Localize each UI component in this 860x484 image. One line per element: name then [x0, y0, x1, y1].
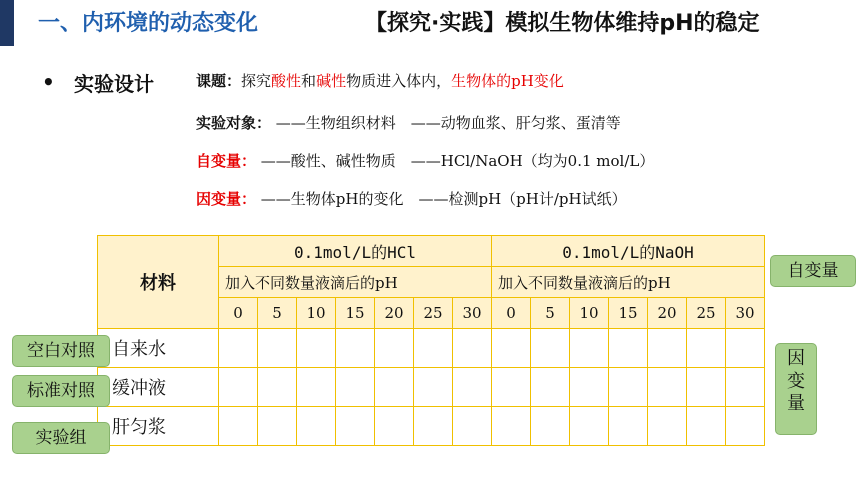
table-cell	[726, 368, 765, 407]
table-cell	[648, 368, 687, 407]
table-cell	[570, 407, 609, 446]
table-cell	[609, 368, 648, 407]
table-cell	[609, 407, 648, 446]
table-cell	[258, 368, 297, 407]
naoh-tick: 30	[726, 298, 765, 329]
table-cell	[219, 407, 258, 446]
topic-base: 碱性	[316, 72, 347, 90]
experiment-table	[97, 235, 765, 446]
table-cell	[297, 368, 336, 407]
table-cell	[258, 407, 297, 446]
standard-control-tag: 标准对照	[12, 375, 110, 407]
row-label-buffer: 缓冲液	[98, 368, 219, 407]
dependent-variable-label: 因变量：	[196, 190, 257, 208]
naoh-subheader: 加入不同数量液滴后的pH	[492, 267, 765, 298]
experimental-group-tag: 实验组	[12, 422, 110, 454]
table-cell	[453, 329, 492, 368]
naoh-tick: 15	[609, 298, 648, 329]
hcl-group-header: 0.1mol/L的HCl	[219, 236, 492, 267]
table-cell	[492, 329, 531, 368]
topic-text-2: 和	[301, 72, 317, 90]
table-cell	[414, 368, 453, 407]
table-row	[98, 329, 765, 368]
hcl-tick: 15	[336, 298, 375, 329]
table-cell	[336, 407, 375, 446]
row-label-tap-water: 自来水	[98, 329, 219, 368]
hcl-tick: 20	[375, 298, 414, 329]
table-cell	[297, 407, 336, 446]
dependent-tag-char: 因	[787, 348, 805, 369]
table-cell	[687, 407, 726, 446]
table-cell	[726, 407, 765, 446]
table-cell	[375, 368, 414, 407]
table-cell	[531, 329, 570, 368]
naoh-tick: 10	[570, 298, 609, 329]
row-label-liver-homogenate: 肝匀浆	[98, 407, 219, 446]
independent-variable-tag: 自变量	[770, 255, 856, 287]
design-heading: 实验设计	[74, 72, 154, 96]
table-cell	[219, 368, 258, 407]
hcl-tick: 25	[414, 298, 453, 329]
table-cell	[336, 368, 375, 407]
table-cell	[687, 329, 726, 368]
table-cell	[453, 368, 492, 407]
table-cell	[336, 329, 375, 368]
subject-text: ——生物组织材料 ——动物血浆、肝匀浆、蛋清等	[275, 114, 621, 132]
topic-organism: 生物体的	[451, 72, 512, 90]
topic-text-3: 物质进入体内，	[346, 72, 452, 90]
table-cell	[570, 368, 609, 407]
dependent-tag-char: 量	[787, 393, 805, 414]
topic-line	[196, 70, 564, 91]
topic-ph-change: pH变化	[511, 72, 564, 90]
table-cell	[492, 407, 531, 446]
table-cell	[609, 329, 648, 368]
table-cell	[375, 407, 414, 446]
table-cell	[414, 407, 453, 446]
table-cell	[297, 329, 336, 368]
table-cell	[219, 329, 258, 368]
independent-variable-label: 自变量：	[196, 152, 257, 170]
dependent-variable-line	[196, 188, 627, 209]
naoh-tick: 25	[687, 298, 726, 329]
hcl-tick: 10	[297, 298, 336, 329]
subject-line	[196, 112, 621, 133]
topic-text-1: 探究	[241, 72, 272, 90]
independent-variable-line	[196, 150, 654, 171]
table-cell	[414, 329, 453, 368]
table-cell	[375, 329, 414, 368]
table-cell	[258, 329, 297, 368]
topic-label: 课题：	[196, 72, 242, 90]
table-row	[98, 407, 765, 446]
naoh-group-header: 0.1mol/L的NaOH	[492, 236, 765, 267]
blank-control-tag: 空白对照	[12, 335, 110, 367]
naoh-tick: 20	[648, 298, 687, 329]
table-cell	[531, 407, 570, 446]
bullet-dot: •	[42, 70, 55, 94]
topic-acid: 酸性	[271, 72, 302, 90]
table-cell	[531, 368, 570, 407]
table-cell	[687, 368, 726, 407]
table-row	[98, 368, 765, 407]
table-cell	[726, 329, 765, 368]
subject-label: 实验对象：	[196, 114, 272, 132]
dependent-variable-tag	[775, 343, 817, 435]
hcl-tick: 0	[219, 298, 258, 329]
slide-title: 【探究·实践】模拟生物体维持pH的稳定	[365, 11, 760, 36]
material-header: 材料	[98, 236, 219, 329]
table-cell	[453, 407, 492, 446]
section-title: 一、内环境的动态变化	[38, 11, 259, 36]
hcl-tick: 5	[258, 298, 297, 329]
naoh-tick: 5	[531, 298, 570, 329]
hcl-subheader: 加入不同数量液滴后的pH	[219, 267, 492, 298]
dependent-variable-text: ——生物体pH的变化 ——检测pH（pH计/pH试纸）	[260, 190, 627, 208]
table-cell	[570, 329, 609, 368]
dependent-tag-char: 变	[787, 370, 805, 392]
table-cell	[648, 329, 687, 368]
header-accent-bar	[0, 0, 14, 46]
independent-variable-text: ——酸性、碱性物质 ——HCl/NaOH（均为0.1 mol/L）	[260, 152, 655, 170]
table-cell	[492, 368, 531, 407]
naoh-tick: 0	[492, 298, 531, 329]
table-cell	[648, 407, 687, 446]
hcl-tick: 30	[453, 298, 492, 329]
